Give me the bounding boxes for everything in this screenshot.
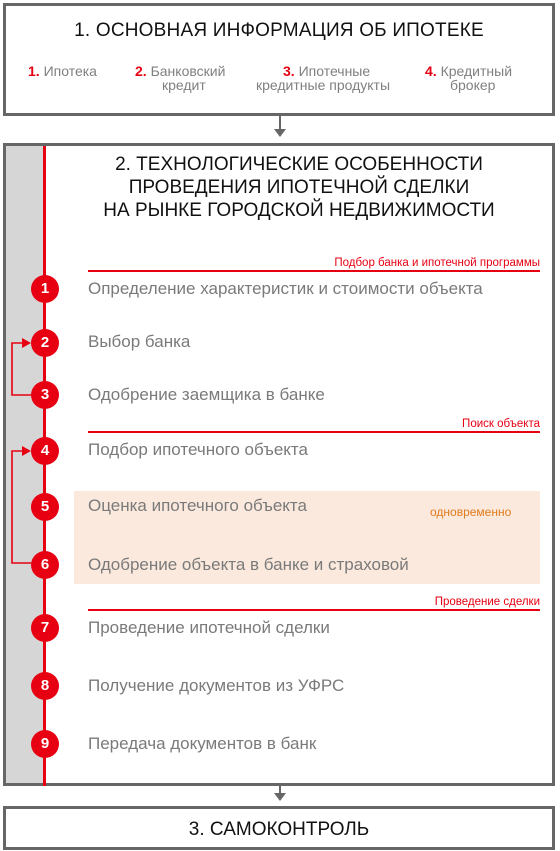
step-text-5[interactable]: Оценка ипотечного объекта <box>88 496 307 515</box>
stage-label-object-search: Поиск объекта <box>462 418 540 430</box>
simultaneous-note: одновременно <box>430 505 512 519</box>
category-number: 4. <box>425 63 437 79</box>
category-label: Кредитный <box>440 63 513 79</box>
category-label-line2: брокер <box>450 77 496 93</box>
category-number: 1. <box>28 63 40 79</box>
step-text-8[interactable]: Получение документов из УФРС <box>88 676 345 695</box>
step-text-1[interactable]: Определение характеристик и стоимости объекта <box>88 279 483 298</box>
step-text-7[interactable]: Проведение ипотечной сделки <box>88 618 330 637</box>
step-number-8: 8 <box>31 672 59 700</box>
stage-label-bank-selection: Подбор банка и ипотечной программы <box>334 257 540 269</box>
step-text-2[interactable]: Выбор банка <box>88 332 191 351</box>
category-label: Банковский <box>150 63 226 79</box>
arrow-right-icon <box>22 446 31 456</box>
arrow-down-icon <box>274 793 286 801</box>
step-number-1: 1 <box>31 275 59 303</box>
step-text-9[interactable]: Передача документов в банк <box>88 734 317 753</box>
step-number-9: 9 <box>31 730 59 758</box>
category-label: Ипотека <box>43 63 97 79</box>
step-number-2: 2 <box>31 329 59 357</box>
section-self-control <box>3 806 555 850</box>
step-text-3[interactable]: Одобрение заемщика в банке <box>88 385 325 404</box>
step-text-6[interactable]: Одобрение объекта в банке и страховой <box>88 555 409 574</box>
category-number: 2. <box>135 63 147 79</box>
category-label-line2: кредит <box>162 77 206 93</box>
section2-title-line3: НА РЫНКЕ ГОРОДСКОЙ НЕДВИЖИМОСТИ <box>103 200 495 221</box>
step-number-7: 7 <box>31 614 59 642</box>
step-number-3: 3 <box>31 381 59 409</box>
step-text-4[interactable]: Подбор ипотечного объекта <box>88 440 308 459</box>
step-number-4: 4 <box>31 437 59 465</box>
stage-label-deal: Проведение сделки <box>434 596 540 608</box>
step-number-6: 6 <box>31 551 59 579</box>
category-label: Ипотечные <box>298 63 371 79</box>
category-number: 3. <box>283 63 295 79</box>
section1-title: 1. ОСНОВНАЯ ИНФОРМАЦИЯ ОБ ИПОТЕКЕ <box>74 20 484 41</box>
section2-title-line1: 2. ТЕХНОЛОГИЧЕСКИЕ ОСОБЕННОСТИ <box>115 154 483 175</box>
category-label-line2: кредитные продукты <box>256 77 391 93</box>
step-number-5: 5 <box>31 493 59 521</box>
section3-title: 3. САМОКОНТРОЛЬ <box>188 819 370 840</box>
loop-arrow-3-to-2 <box>12 343 31 395</box>
arrow-right-icon <box>22 338 31 348</box>
loop-arrow-6-to-4 <box>12 451 31 563</box>
section2-title-line2: ПРОВЕДЕНИЯ ИПОТЕЧНОЙ СДЕЛКИ <box>128 177 470 198</box>
